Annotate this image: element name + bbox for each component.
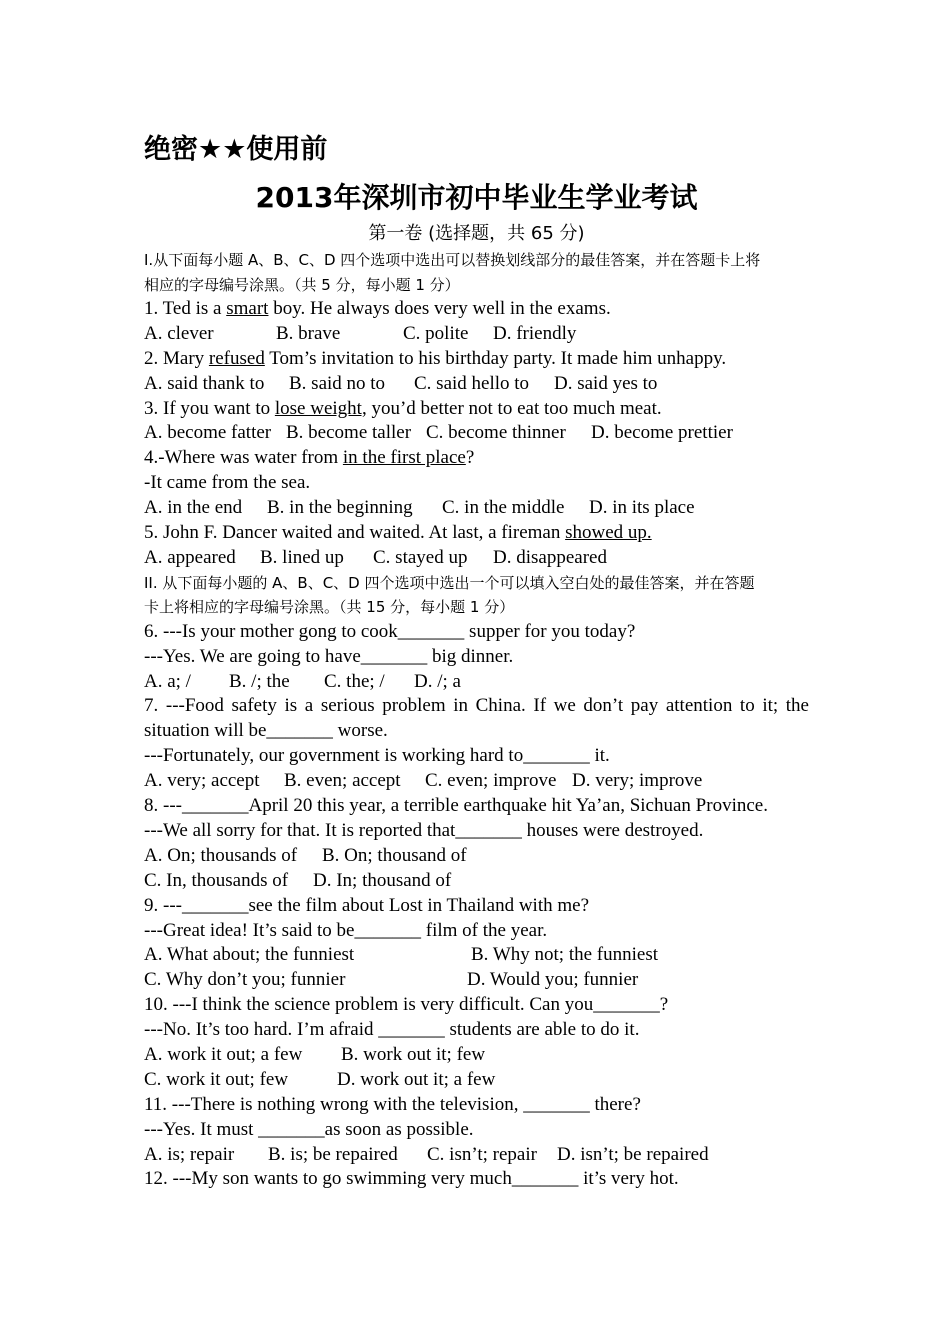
question-7-options: [144, 769, 809, 794]
option-d: D. work out it; a few: [337, 1068, 496, 1090]
question-4: [144, 446, 809, 471]
question-11-options: [144, 1143, 809, 1168]
option-a: A. On; thousands of: [144, 844, 298, 866]
underlined-phrase: showed up.: [565, 522, 652, 544]
question-5: [144, 521, 809, 546]
exam-title: 2013年深圳市初中毕业生学业考试: [255, 181, 698, 214]
option-c: C. work it out; few: [144, 1068, 289, 1090]
question-text: 5. John F. Dancer waited and waited. At last, a fireman: [144, 522, 566, 544]
question-9-options-row1: [144, 943, 809, 968]
option-c: C. isn’t; repair: [427, 1143, 537, 1165]
section1-instruction: [144, 248, 809, 297]
instruction-line: I.从下面每小题 A、B、C、D 四个选项中选出可以替换划线部分的最佳答案，并在答题卡上将: [144, 251, 761, 269]
option-c: C. in the middle: [442, 497, 565, 519]
option-b: B. Why not; the funniest: [471, 944, 658, 966]
option-a: A. said thank to: [144, 372, 265, 394]
question-9-options-row2: [144, 968, 809, 993]
option-b: B. become taller: [286, 422, 412, 444]
part-heading: 第一卷 (选择题，共 65 分): [368, 223, 585, 244]
question-3-options: [144, 421, 809, 446]
question-10: 10. ---I think the science problem is very difficult. Can you_______?: [144, 994, 669, 1016]
question-6-reply: ---Yes. We are going to have_______ big dinner.: [144, 645, 514, 667]
question-3: [144, 397, 809, 422]
option-d: D. in its place: [589, 497, 695, 519]
option-d: D. become prettier: [591, 422, 733, 444]
question-text: 1. Ted is a: [144, 298, 227, 319]
question-1: [144, 297, 809, 322]
question-12: 12. ---My son wants to go swimming very much_______ it’s very hot.: [144, 1168, 679, 1190]
question-6: 6. ---Is your mother gong to cook_______ supper for you today?: [144, 620, 636, 642]
underlined-phrase: refused: [208, 347, 265, 369]
section2-instruction: [144, 571, 809, 620]
option-d: D. /; a: [414, 670, 461, 692]
question-10-options-row2: [144, 1068, 809, 1093]
page-content: [144, 128, 809, 1192]
question-text: 3. If you want to: [144, 397, 275, 419]
question-8-options-row1: [144, 844, 809, 869]
option-d: D. Would you; funnier: [467, 969, 639, 991]
option-a: A. is; repair: [144, 1143, 235, 1165]
underlined-phrase: lose weight,: [274, 397, 367, 419]
question-10-reply: ---No. It’s too hard. I’m afraid _______ students are able to do it.: [144, 1019, 640, 1041]
question-text: ?: [465, 447, 475, 469]
option-a: A. clever: [144, 322, 214, 344]
question-11-reply: ---Yes. It must _______as soon as possible.: [144, 1118, 474, 1140]
option-b: B. /; the: [229, 670, 290, 692]
question-8-options-row2: [144, 869, 809, 894]
question-4-answer: -It came from the sea.: [144, 472, 311, 494]
question-8-reply: ---We all sorry for that. It is reported that_______ houses were destroyed.: [144, 819, 704, 841]
underlined-phrase: in the first place: [342, 447, 466, 469]
question-4-options: [144, 496, 809, 521]
question-5-options: [144, 546, 809, 571]
option-b: B. in the beginning: [267, 497, 413, 519]
option-d: D. friendly: [493, 322, 577, 344]
option-b: B. said no to: [289, 372, 386, 394]
option-b: B. lined up: [260, 546, 344, 568]
option-a: A. What about; the funniest: [144, 944, 355, 966]
confidential-label: 绝密★★使用前: [144, 134, 328, 165]
option-d: D. In; thousand of: [313, 869, 452, 891]
option-a: A. very; accept: [144, 770, 260, 792]
option-a: A. in the end: [144, 497, 243, 519]
question-text: 4.-Where was water from: [144, 447, 343, 469]
question-9-reply: ---Great idea! It’s said to be_______ film of the year.: [144, 919, 548, 941]
question-text: Tom’s invitation to his birthday party. It made him unhappy.: [264, 347, 727, 369]
question-10-options-row1: [144, 1043, 809, 1068]
question-6-options: [144, 670, 809, 695]
option-c: C. said hello to: [414, 372, 530, 394]
option-b: B. even; accept: [284, 770, 401, 792]
option-a: A. a; /: [144, 670, 191, 692]
question-2: [144, 347, 809, 372]
question-text: 2. Mary: [144, 347, 209, 369]
option-a: A. become fatter: [144, 422, 272, 444]
question-text: you’d better not to eat too much meat.: [366, 397, 662, 419]
question-7-reply: ---Fortunately, our government is working hard to_______ it.: [144, 745, 610, 767]
instruction-line: 相应的字母编号涂黑。（共 5 分，每小题 1 分）: [144, 275, 460, 294]
option-b: B. On; thousand of: [322, 844, 467, 866]
question-8: 8. ---_______April 20 this year, a terrible earthquake hit Ya’an, Sichuan Province.: [144, 795, 768, 817]
option-d: D. disappeared: [493, 546, 607, 568]
question-9: 9. ---_______see the film about Lost in Thailand with me?: [144, 894, 589, 916]
option-b: B. brave: [276, 322, 341, 344]
option-d: D. very; improve: [572, 770, 703, 792]
option-a: A. appeared: [144, 546, 236, 568]
instruction-line: 卡上将相应的字母编号涂黑。（共 15 分，每小题 1 分）: [144, 598, 515, 617]
question-7: 7. ---Food safety is a serious problem in China. If we don’t pay attention to it; the: [144, 695, 809, 717]
question-2-options: [144, 372, 809, 397]
option-c: C. polite: [403, 322, 469, 344]
option-c: C. even; improve: [425, 770, 557, 792]
question-1-options: [144, 322, 809, 347]
option-d: D. isn’t; be repaired: [557, 1143, 709, 1165]
option-b: B. is; be repaired: [268, 1143, 398, 1165]
question-text: boy. He always does very well in the exams.: [268, 298, 611, 319]
option-a: A. work it out; a few: [144, 1043, 303, 1065]
question-7-cont: situation will be_______ worse.: [144, 720, 388, 742]
option-b: B. work out it; few: [341, 1043, 486, 1065]
option-c: C. In, thousands of: [144, 869, 289, 891]
instruction-line: II. 从下面每小题的 A、B、C、D 四个选项中选出一个可以填入空白处的最佳答案，并在答题: [144, 573, 755, 592]
option-c: C. stayed up: [373, 546, 468, 568]
option-c: C. the; /: [324, 670, 385, 692]
question-11: 11. ---There is nothing wrong with the television, _______ there?: [144, 1093, 641, 1115]
option-c: C. become thinner: [426, 422, 566, 444]
underlined-phrase: smart: [226, 298, 269, 319]
option-c: C. Why don’t you; funnier: [144, 969, 346, 991]
option-d: D. said yes to: [554, 372, 658, 394]
